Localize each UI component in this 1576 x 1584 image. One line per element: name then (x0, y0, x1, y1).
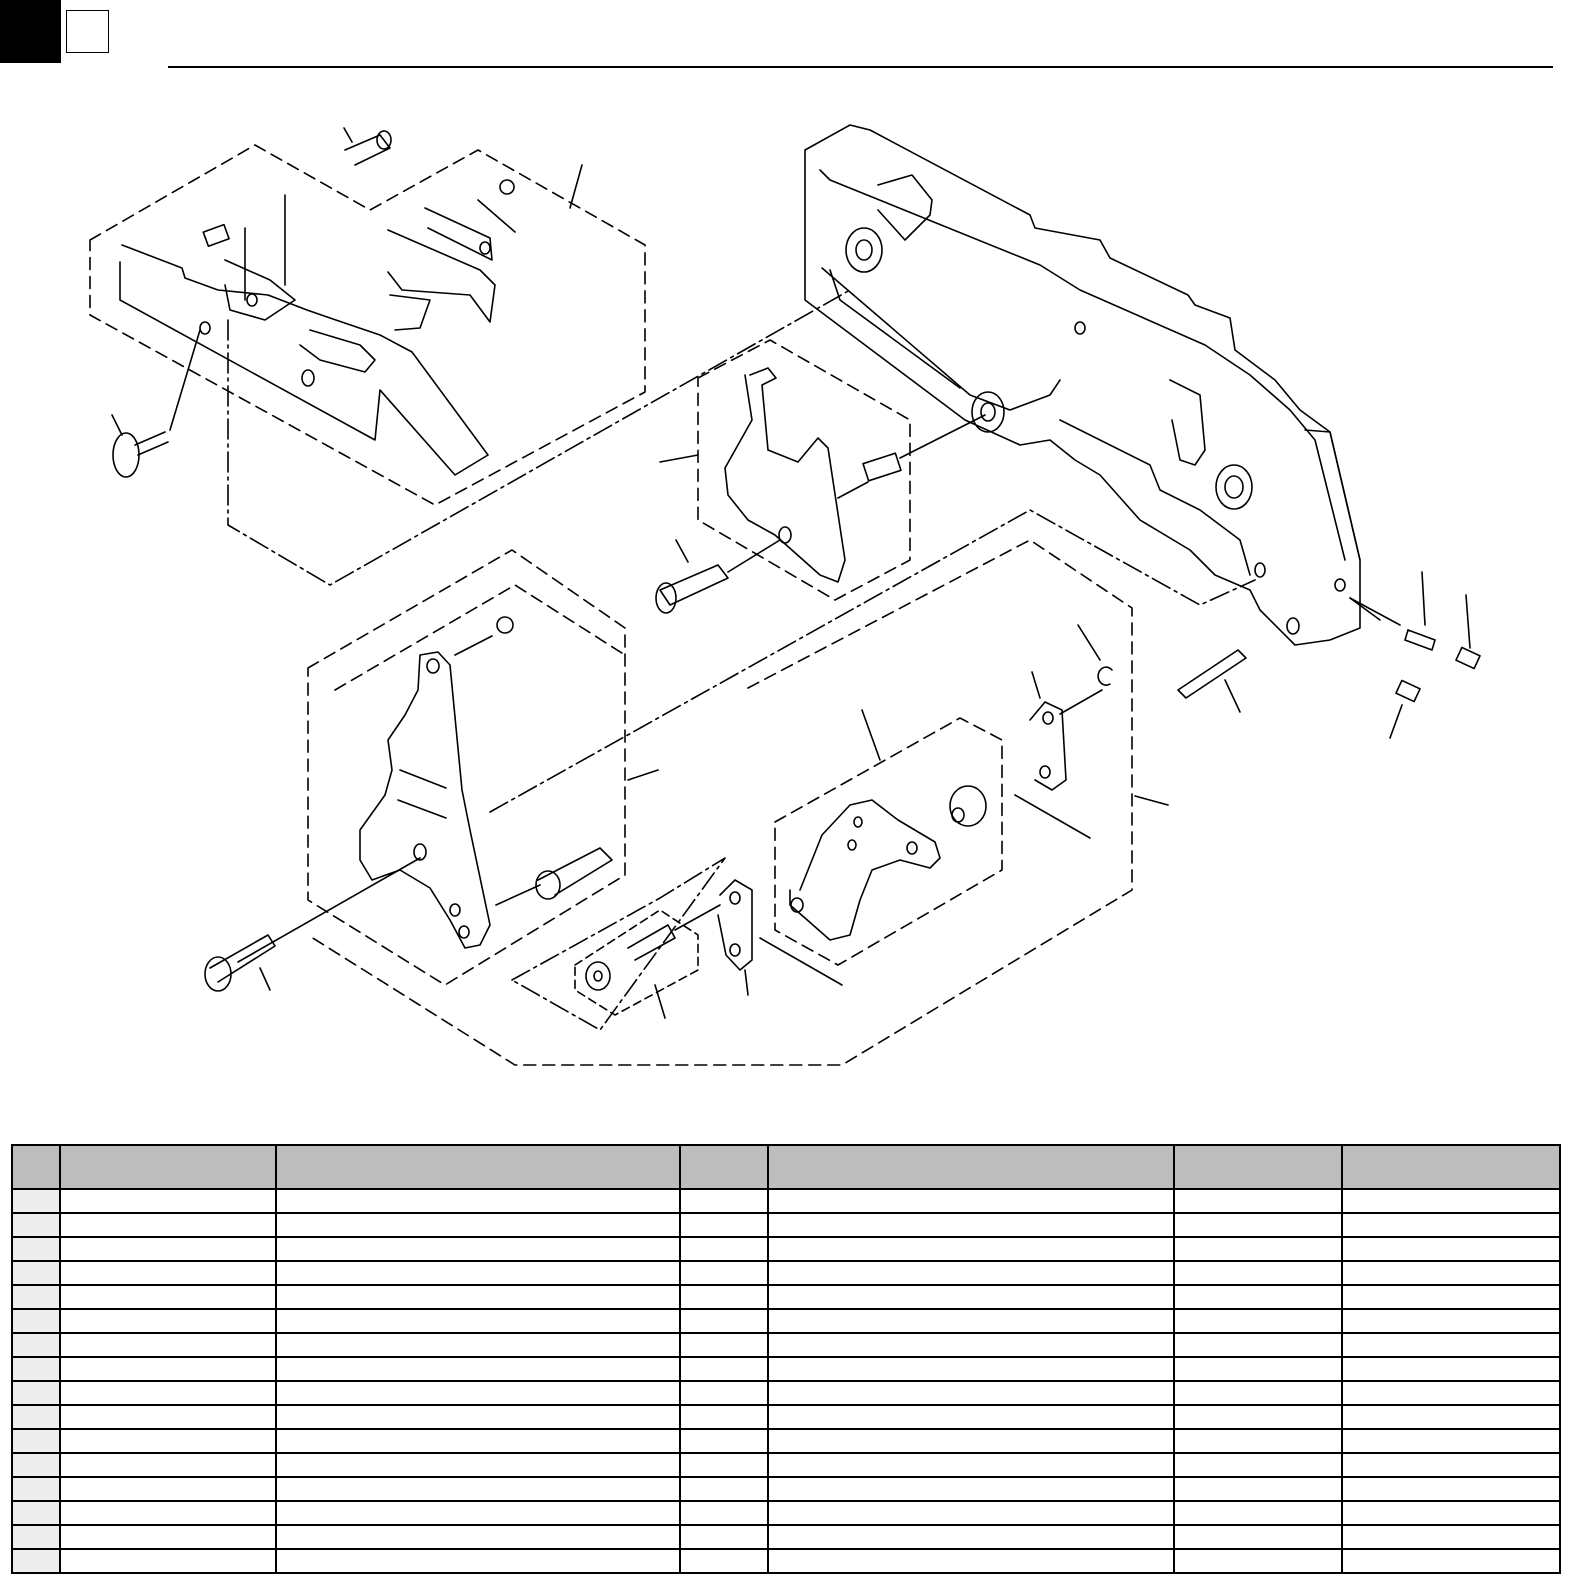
table-cell (60, 1429, 276, 1453)
table-cell (768, 1453, 1174, 1477)
table-cell (768, 1237, 1174, 1261)
leader-r3 (1390, 705, 1402, 738)
leader-top-right (570, 165, 582, 208)
table-cell (680, 1285, 768, 1309)
table-cell (12, 1405, 60, 1429)
corner-marker-block (0, 0, 61, 63)
table-row (12, 1549, 1560, 1573)
bracket-hole-2 (200, 322, 210, 334)
table-cell (1174, 1549, 1342, 1573)
pin-small (1405, 630, 1435, 650)
table-cell (680, 1261, 768, 1285)
table-cell (60, 1261, 276, 1285)
set-screw-right-2 (1396, 680, 1420, 701)
table-cell (1174, 1261, 1342, 1285)
small-pin (628, 925, 675, 960)
table-cell (60, 1405, 276, 1429)
table-cell (1342, 1261, 1560, 1285)
exploded-parts-diagram (0, 80, 1576, 1100)
table-cell (1342, 1525, 1560, 1549)
table-cell (680, 1333, 768, 1357)
table-cell (12, 1357, 60, 1381)
table-header-cell (1342, 1145, 1560, 1189)
table-header-cell (60, 1145, 276, 1189)
leader-lower-1 (260, 968, 270, 990)
leader-small-2 (745, 970, 748, 995)
table-cell (680, 1357, 768, 1381)
bracket-hole-3 (247, 294, 257, 306)
pin-top (345, 135, 390, 165)
table-cell (60, 1549, 276, 1573)
table-cell (1174, 1213, 1342, 1237)
leader-lower-2 (628, 770, 658, 780)
leader-group-right (1135, 796, 1168, 805)
table-row (12, 1429, 1560, 1453)
screw-lower (210, 935, 275, 982)
table-cell (60, 1237, 276, 1261)
dashed-group-outline-5 (775, 718, 1002, 965)
table-cell (12, 1309, 60, 1333)
table-cell (1342, 1189, 1560, 1213)
table-header-cell (680, 1145, 768, 1189)
stud-lower (497, 617, 513, 633)
parts-list-table (11, 1144, 1561, 1574)
table-cell (60, 1189, 276, 1213)
dashed-group-outline-4 (308, 540, 1132, 1065)
leader-r2 (1466, 595, 1470, 648)
main-frame-casting (805, 125, 1360, 645)
dashed-group-outline-3 (308, 550, 625, 985)
bracket-slot (300, 330, 375, 372)
leader-e-ring (1078, 625, 1100, 660)
table-cell (276, 1357, 680, 1381)
table-cell (1174, 1285, 1342, 1309)
table-cell (1342, 1405, 1560, 1429)
table-header-cell (12, 1145, 60, 1189)
table-cell (276, 1189, 680, 1213)
table-cell (12, 1525, 60, 1549)
table-cell (60, 1333, 276, 1357)
table-cell (276, 1405, 680, 1429)
bracket-base-plate (120, 245, 488, 475)
table-cell (60, 1477, 276, 1501)
header-rule (168, 66, 1553, 68)
table-cell (1174, 1453, 1342, 1477)
table-cell (768, 1261, 1174, 1285)
table-row (12, 1237, 1560, 1261)
dowel-long (1178, 650, 1246, 698)
table-cell (12, 1333, 60, 1357)
table-cell (680, 1453, 768, 1477)
table-cell (276, 1333, 680, 1357)
table-row (12, 1525, 1560, 1549)
table-cell (1174, 1405, 1342, 1429)
table-row (12, 1213, 1560, 1237)
washer (586, 962, 610, 990)
table-cell (276, 1381, 680, 1405)
table-cell (60, 1285, 276, 1309)
table-cell (680, 1549, 768, 1573)
set-screw-right-1 (1456, 647, 1480, 668)
table-body (12, 1189, 1560, 1573)
table-cell (1342, 1309, 1560, 1333)
table-cell (768, 1213, 1174, 1237)
stud-top (500, 180, 514, 194)
table-cell (1342, 1285, 1560, 1309)
leader-r4 (1225, 680, 1240, 712)
table-cell (1342, 1477, 1560, 1501)
leader-top-pin (344, 128, 352, 142)
table-cell (1342, 1213, 1560, 1237)
bracket-hole-1 (302, 370, 314, 386)
table-row (12, 1381, 1560, 1405)
table-cell (276, 1261, 680, 1285)
set-screw-left (203, 225, 229, 247)
table-cell (12, 1381, 60, 1405)
table-cell (60, 1501, 276, 1525)
table-cell (12, 1453, 60, 1477)
table-cell (12, 1285, 60, 1309)
leader-knob (112, 415, 122, 435)
leader-r1 (1422, 572, 1425, 625)
small-bracket-hole (480, 242, 490, 254)
table-cell (768, 1309, 1174, 1333)
table-cell (768, 1405, 1174, 1429)
table-cell (1342, 1357, 1560, 1381)
table-cell (276, 1525, 680, 1549)
table-cell (680, 1381, 768, 1405)
table-cell (680, 1189, 768, 1213)
table-cell (768, 1477, 1174, 1501)
table-cell (276, 1237, 680, 1261)
table-cell (1174, 1477, 1342, 1501)
table-cell (1174, 1381, 1342, 1405)
table-cell (1342, 1453, 1560, 1477)
table-cell (1174, 1333, 1342, 1357)
table-cell (12, 1237, 60, 1261)
table-cell (1342, 1381, 1560, 1405)
dashed-group-outline-1 (90, 145, 645, 505)
table-header-cell (1174, 1145, 1342, 1189)
table-cell (276, 1477, 680, 1501)
table-cell (1342, 1549, 1560, 1573)
table-cell (680, 1525, 768, 1549)
table-cell (12, 1429, 60, 1453)
table-cell (768, 1189, 1174, 1213)
centerline-lower (512, 858, 725, 1030)
table-cell (680, 1429, 768, 1453)
table-row (12, 1333, 1560, 1357)
table-cell (12, 1261, 60, 1285)
right-fasteners (1178, 572, 1480, 738)
table-cell (1174, 1237, 1342, 1261)
table-cell (276, 1501, 680, 1525)
page-index-box (66, 10, 109, 53)
table-cell (60, 1309, 276, 1333)
table-header-cell (276, 1145, 680, 1189)
table-row (12, 1477, 1560, 1501)
table-cell (276, 1285, 680, 1309)
table-row (12, 1501, 1560, 1525)
table-header-row (12, 1145, 1560, 1189)
dashed-group-outline-3b (335, 585, 625, 690)
table-cell (276, 1549, 680, 1573)
long-lever (360, 652, 490, 948)
table-cell (1342, 1429, 1560, 1453)
table-cell (680, 1309, 768, 1333)
lever-plate (725, 368, 845, 582)
lever-assembly-lower-left (205, 550, 658, 991)
table-cell (276, 1309, 680, 1333)
table-cell (680, 1477, 768, 1501)
table-row (12, 1357, 1560, 1381)
table-row (12, 1261, 1560, 1285)
slider-plate-lower (390, 295, 430, 330)
table-cell (768, 1333, 1174, 1357)
table-cell (60, 1453, 276, 1477)
table-cell (768, 1429, 1174, 1453)
table-row (12, 1405, 1560, 1429)
spring-mid (863, 453, 901, 481)
table-cell (12, 1549, 60, 1573)
lever-assembly-middle (656, 340, 985, 613)
table-cell (1342, 1333, 1560, 1357)
leader-cam (862, 710, 880, 760)
table-cell (1342, 1237, 1560, 1261)
guide-3 (478, 200, 515, 232)
table-cell (1174, 1189, 1342, 1213)
leader-mid-2 (676, 540, 688, 562)
table-cell (60, 1381, 276, 1405)
table-cell (680, 1501, 768, 1525)
table-cell (12, 1501, 60, 1525)
table-cell (12, 1477, 60, 1501)
table-cell (276, 1453, 680, 1477)
e-ring (1098, 667, 1112, 685)
table-cell (60, 1357, 276, 1381)
table-cell (768, 1525, 1174, 1549)
table-cell (768, 1381, 1174, 1405)
lever-hole (779, 527, 791, 543)
table-row (12, 1189, 1560, 1213)
bracket-assembly-upper-left (90, 128, 645, 505)
table-cell (1174, 1309, 1342, 1333)
centerline-left (228, 290, 850, 585)
table-cell (60, 1213, 276, 1237)
table-cell (60, 1525, 276, 1549)
table-cell (1174, 1357, 1342, 1381)
table-row (12, 1285, 1560, 1309)
table-cell (680, 1213, 768, 1237)
bushing (950, 786, 986, 826)
leader-mid-1 (660, 455, 698, 462)
table-cell (768, 1549, 1174, 1573)
table-cell (276, 1429, 680, 1453)
leader-link (1032, 672, 1040, 698)
table-cell (1174, 1429, 1342, 1453)
table-cell (768, 1357, 1174, 1381)
table-cell (1174, 1501, 1342, 1525)
table-row (12, 1453, 1560, 1477)
table-cell (768, 1501, 1174, 1525)
table-cell (680, 1237, 768, 1261)
table-row (12, 1309, 1560, 1333)
table-cell (1342, 1501, 1560, 1525)
table-cell (680, 1405, 768, 1429)
table-cell (12, 1213, 60, 1237)
table-header-cell (768, 1145, 1174, 1189)
table-cell (12, 1189, 60, 1213)
table-cell (768, 1285, 1174, 1309)
slider-plate (388, 230, 495, 322)
table-cell (1174, 1525, 1342, 1549)
table-cell (276, 1213, 680, 1237)
